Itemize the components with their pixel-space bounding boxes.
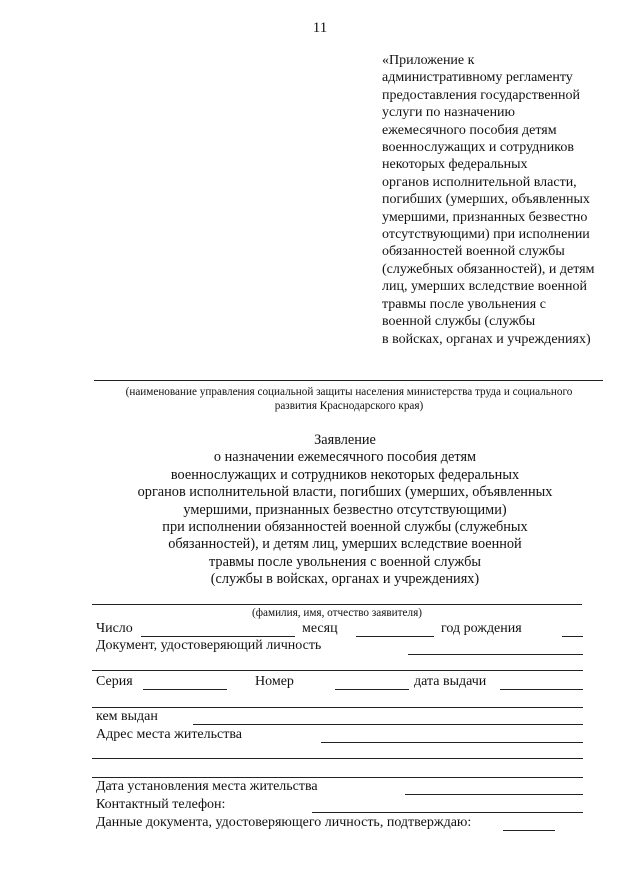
appendix-line: органов исполнительной власти, <box>382 174 577 190</box>
issue-date-field[interactable] <box>500 689 583 690</box>
title-line: при исполнении обязанностей военной службы (служебных <box>162 519 528 536</box>
issue-date-label: дата выдачи <box>414 674 487 689</box>
fio-caption: (фамилия, имя, отчество заявителя) <box>252 607 422 619</box>
appendix-line: военной службы (службы <box>382 314 536 330</box>
authority-caption <box>84 385 614 413</box>
birth-year-label: год рождения <box>441 621 522 636</box>
confirm-label: Данные документа, удостоверяющего личность, подтверждаю: <box>96 815 472 830</box>
appendix-line: некоторых федеральных <box>382 157 528 173</box>
application-title <box>0 432 640 589</box>
appendix-line: травмы после увольнения с <box>382 296 546 312</box>
title-line: органов исполнительной власти, погибших (умерших, объявленных <box>137 484 553 501</box>
id-document-line[interactable] <box>92 670 583 671</box>
appendix-line: в войсках, органах и учреждениях) <box>382 331 591 347</box>
day-label: Число <box>96 621 133 636</box>
title-line: о назначении ежемесячного пособия детям <box>213 449 477 466</box>
appendix-line: лиц, умерших вследствие военной <box>382 279 588 295</box>
title-line: военнослужащих и сотрудников некоторых федеральных <box>170 466 520 483</box>
appendix-line: «Приложение к <box>382 53 475 68</box>
authority-name-line[interactable] <box>94 380 603 381</box>
residence-date-label: Дата установления места жительства <box>96 779 318 794</box>
address-field[interactable] <box>321 742 583 743</box>
number-label: Номер <box>255 674 294 689</box>
title-line: Заявление <box>314 432 376 448</box>
appendix-line: услуги по назначению <box>382 105 516 121</box>
appendix-line: ежемесячного пособия детям <box>382 122 557 138</box>
address-line-2[interactable] <box>92 758 583 759</box>
title-line: обязанностей), и детям лиц, умерших вследствие военной <box>168 536 522 553</box>
appendix-line: предоставления государственной <box>382 87 581 103</box>
applicant-fio-line[interactable] <box>92 604 582 605</box>
id-document-label: Документ, удостоверяющий личность <box>96 638 322 653</box>
month-label: месяц <box>302 621 338 636</box>
residence-date-field[interactable] <box>405 794 583 795</box>
birth-year-field[interactable] <box>562 636 583 637</box>
separator-line <box>92 707 583 708</box>
series-label: Серия <box>96 674 133 689</box>
confirm-signature-field[interactable] <box>503 830 555 831</box>
appendix-line: погибших (умерших, объявленных <box>382 192 590 208</box>
series-field[interactable] <box>143 689 227 690</box>
month-field[interactable] <box>356 636 434 637</box>
title-line: умершими, признанных безвестно отсутствующими) <box>183 501 507 518</box>
phone-field[interactable] <box>312 812 583 813</box>
issued-by-field[interactable] <box>193 724 583 725</box>
title-line: травмы после увольнения с военной службы <box>209 553 481 570</box>
authority-caption-line: развития Краснодарского края) <box>274 400 424 412</box>
appendix-header <box>382 52 594 348</box>
appendix-line: обязанностей военной службы <box>382 244 565 260</box>
day-field[interactable] <box>141 636 295 637</box>
appendix-line: административному регламенту <box>382 70 573 86</box>
address-line-3[interactable] <box>92 777 583 778</box>
appendix-line: (служебных обязанностей), и детям <box>382 261 595 277</box>
issued-by-label: кем выдан <box>96 709 158 724</box>
id-document-field[interactable] <box>408 654 583 655</box>
page-number: 11 <box>312 20 328 36</box>
appendix-line: умершими, признанных безвестно <box>382 209 588 225</box>
appendix-line: отсутствующими) при исполнении <box>382 227 590 243</box>
number-field[interactable] <box>335 689 409 690</box>
address-label: Адрес места жительства <box>96 727 242 742</box>
appendix-line: военнослужащих и сотрудников <box>382 140 574 156</box>
phone-label: Контактный телефон: <box>96 797 226 812</box>
authority-caption-line: (наименование управления социальной защиты населения министерства труда и социального <box>125 386 573 398</box>
title-line: (службы в войсках, органах и учреждениях) <box>210 571 480 588</box>
